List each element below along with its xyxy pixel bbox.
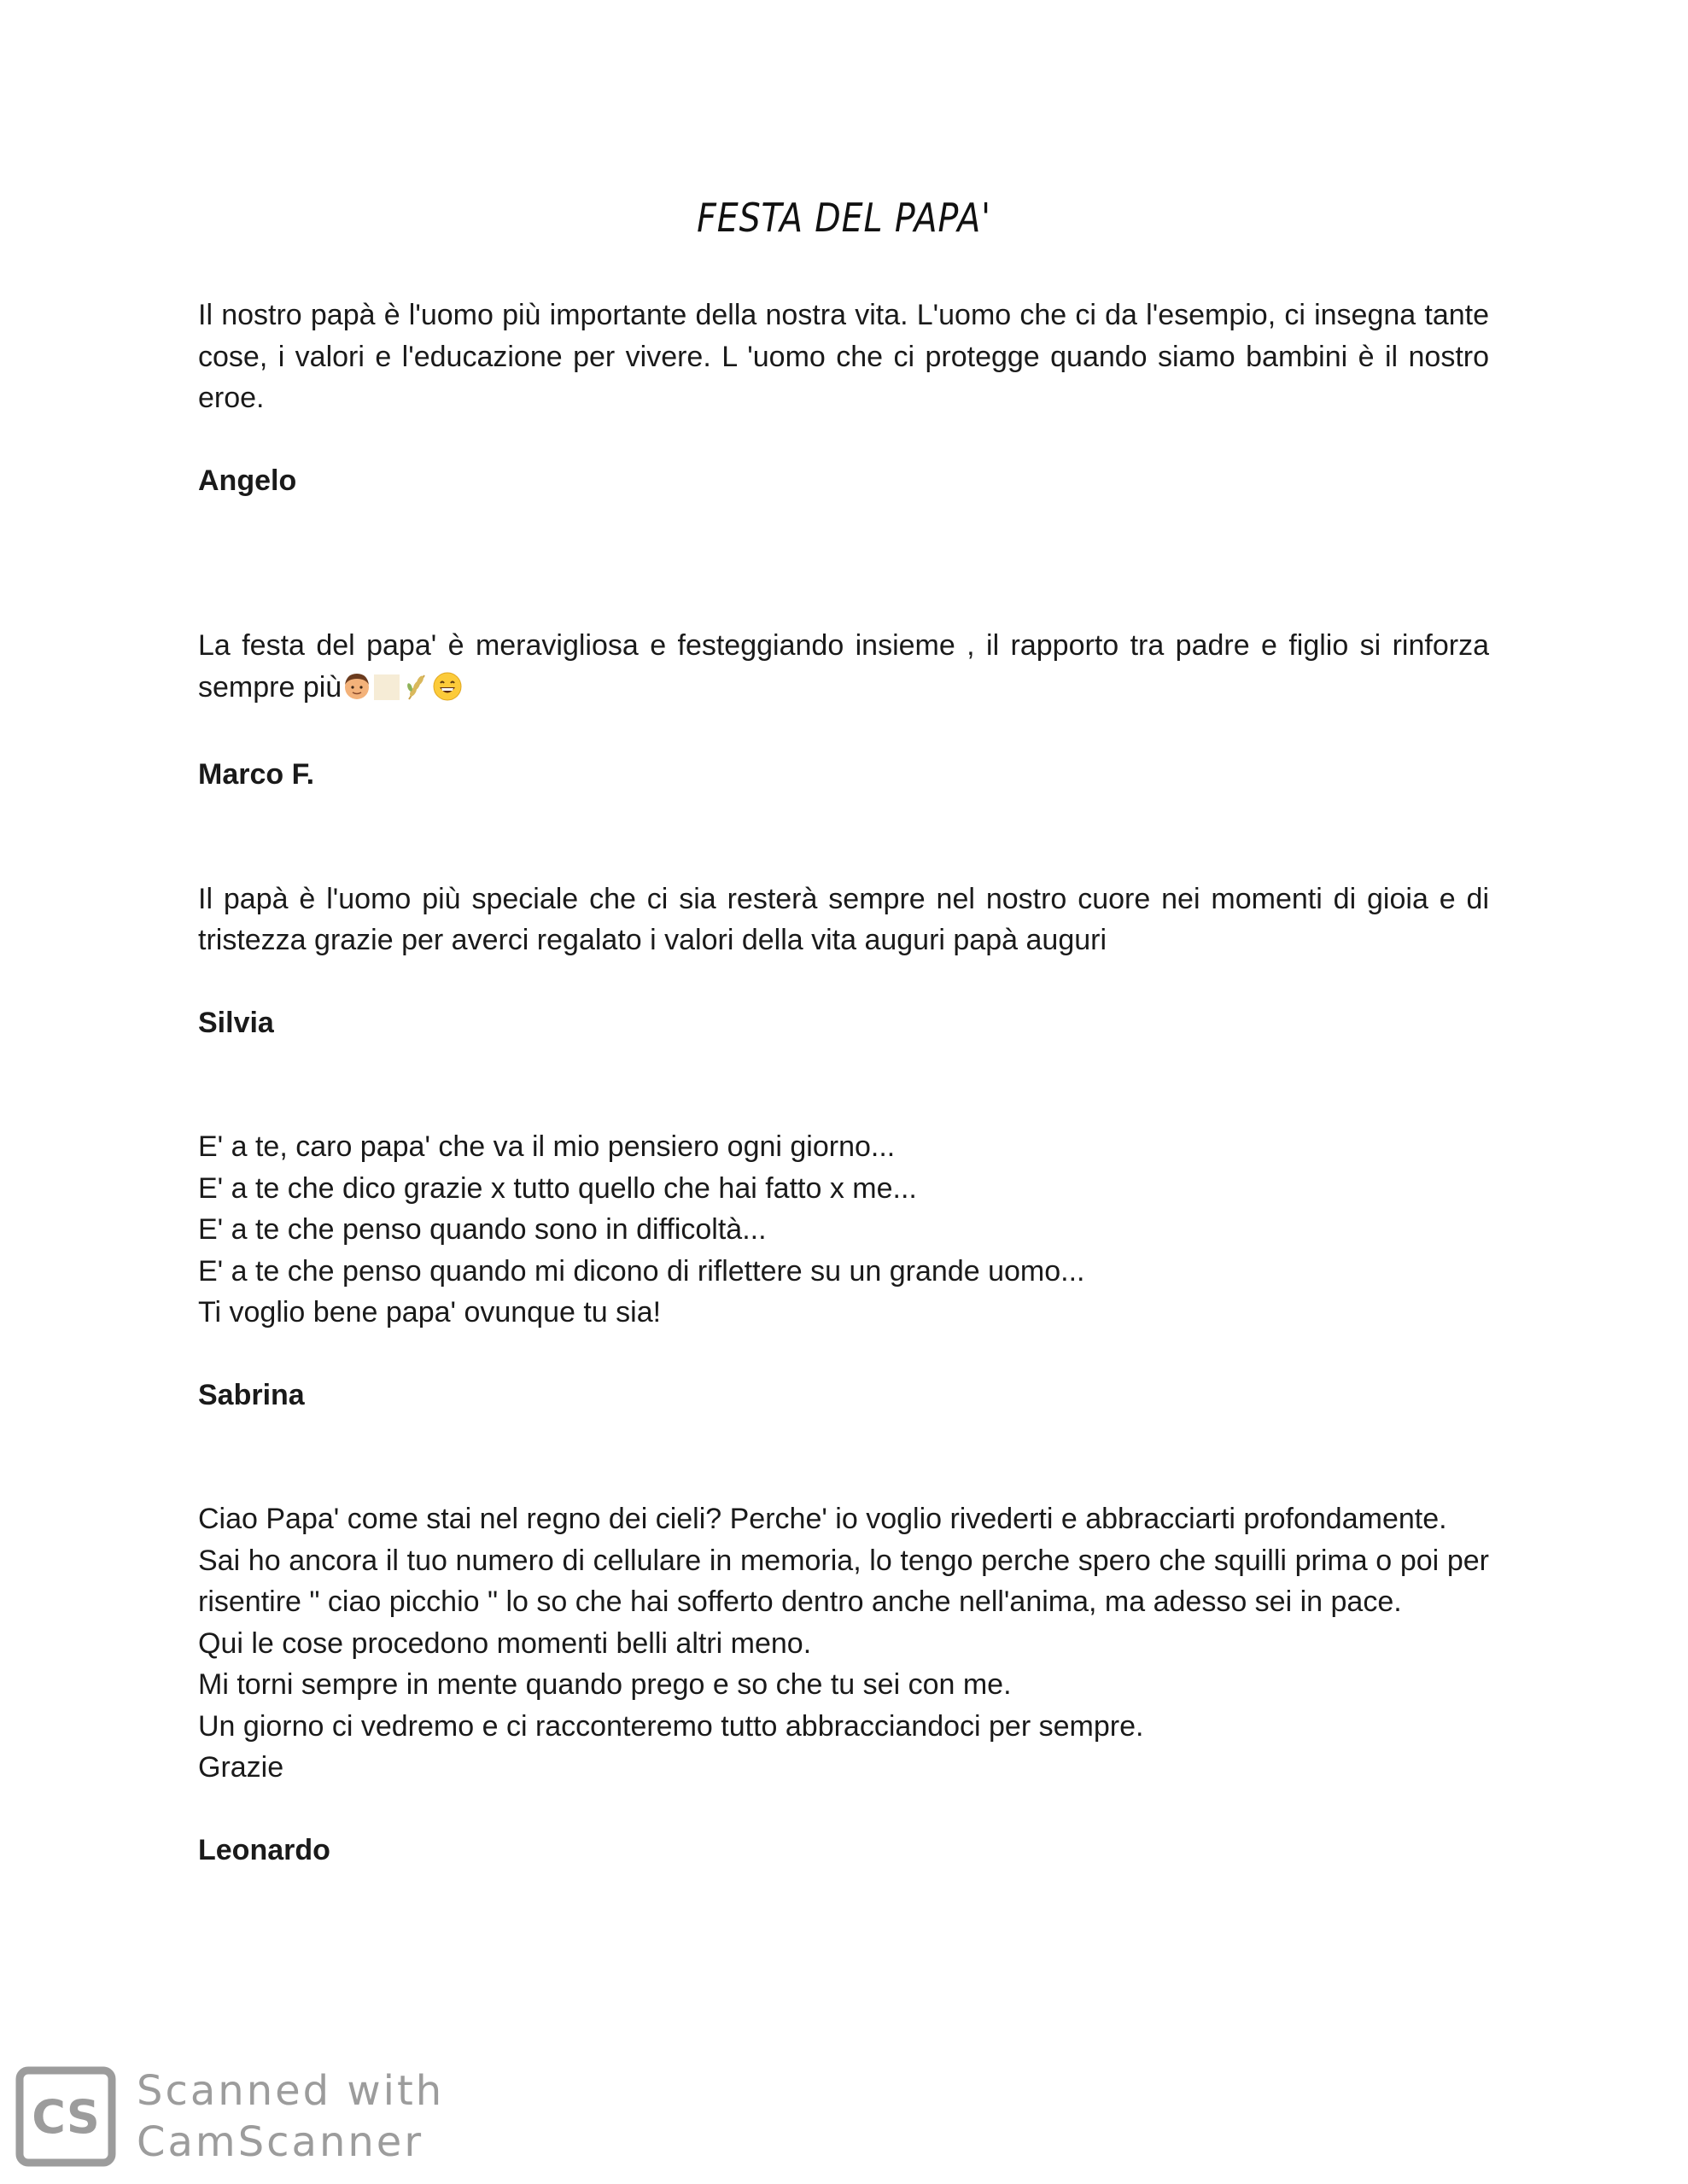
message-line: Grazie (198, 1751, 284, 1784)
watermark-line-1: Scanned with (137, 2067, 445, 2115)
message-line: E' a te che dico grazie x tutto quello che hai fatto x me... (198, 1171, 917, 1205)
author-name: Marco F. (198, 758, 315, 791)
camscanner-logo-text: CS (32, 2090, 100, 2144)
page-title: FESTA DEL PAPA' (697, 195, 991, 241)
author-name: Angelo (198, 464, 297, 497)
document-body (198, 295, 1489, 1871)
blank-emoji-icon (372, 671, 401, 714)
message-text: La festa del papa' è meravigliosa e festeggiando insieme , il rapporto tra padre e figlio si rinforza sempre più (198, 629, 1489, 704)
watermark-line-2: CamScanner (137, 2118, 424, 2166)
message-lines (198, 1498, 1489, 1789)
man-emoji-icon (342, 671, 371, 714)
message-paragraph: Il papà è l'uomo più speciale che ci sia resterà sempre nel nostro cuore nei momenti di gioia e di tristezza grazie per averci regalato i valori della vita auguri papà auguri (198, 882, 1489, 956)
message-line: Qui le cose procedono momenti belli altri meno. (198, 1626, 812, 1660)
message-line: E' a te, caro papa' che va il mio pensiero ogni giorno... (198, 1130, 896, 1163)
camscanner-logo-icon (15, 2066, 116, 2167)
author-name: Silvia (198, 1006, 274, 1039)
grinning-face-emoji-icon (432, 671, 463, 714)
author-name: Sabrina (198, 1378, 305, 1411)
message-line: Ti voglio bene papa' ovunque tu sia! (198, 1296, 662, 1329)
message-line: Sai ho ancora il tuo numero di cellulare in memoria, lo tengo perche spero che squilli prima o poi per risentire " ciao picchio " lo so che hai sofferto dentro anche nell'anima, ma adesso sei in pace. (198, 1544, 1489, 1618)
wheat-emoji-icon (402, 671, 431, 714)
author-name: Leonardo (198, 1833, 330, 1866)
message-line: Mi torni sempre in mente quando prego e so che tu sei con me. (198, 1668, 1012, 1701)
message-line: Un giorno ci vedremo e ci racconteremo tutto abbracciandoci per sempre. (198, 1709, 1144, 1743)
message-line: Ciao Papa' come stai nel regno dei cieli? Perche' io voglio rivederti e abbracciarti profondamente. (198, 1503, 1447, 1535)
message-paragraph: Il nostro papà è l'uomo più importante della nostra vita. L'uomo che ci da l'esempio, ci insegna tante cose, i valori e l'educazione per vivere. L 'uomo che ci protegge quando siamo bambini è il nostro eroe. (198, 299, 1489, 414)
watermark-text (137, 2065, 444, 2168)
message-lines (198, 1126, 1489, 1334)
message-line: E' a te che penso quando mi dicono di riflettere su un grande uomo... (198, 1254, 1085, 1288)
message-paragraph (198, 625, 1489, 713)
message-line: E' a te che penso quando sono in difficoltà... (198, 1213, 767, 1246)
camscanner-watermark (15, 2064, 444, 2169)
